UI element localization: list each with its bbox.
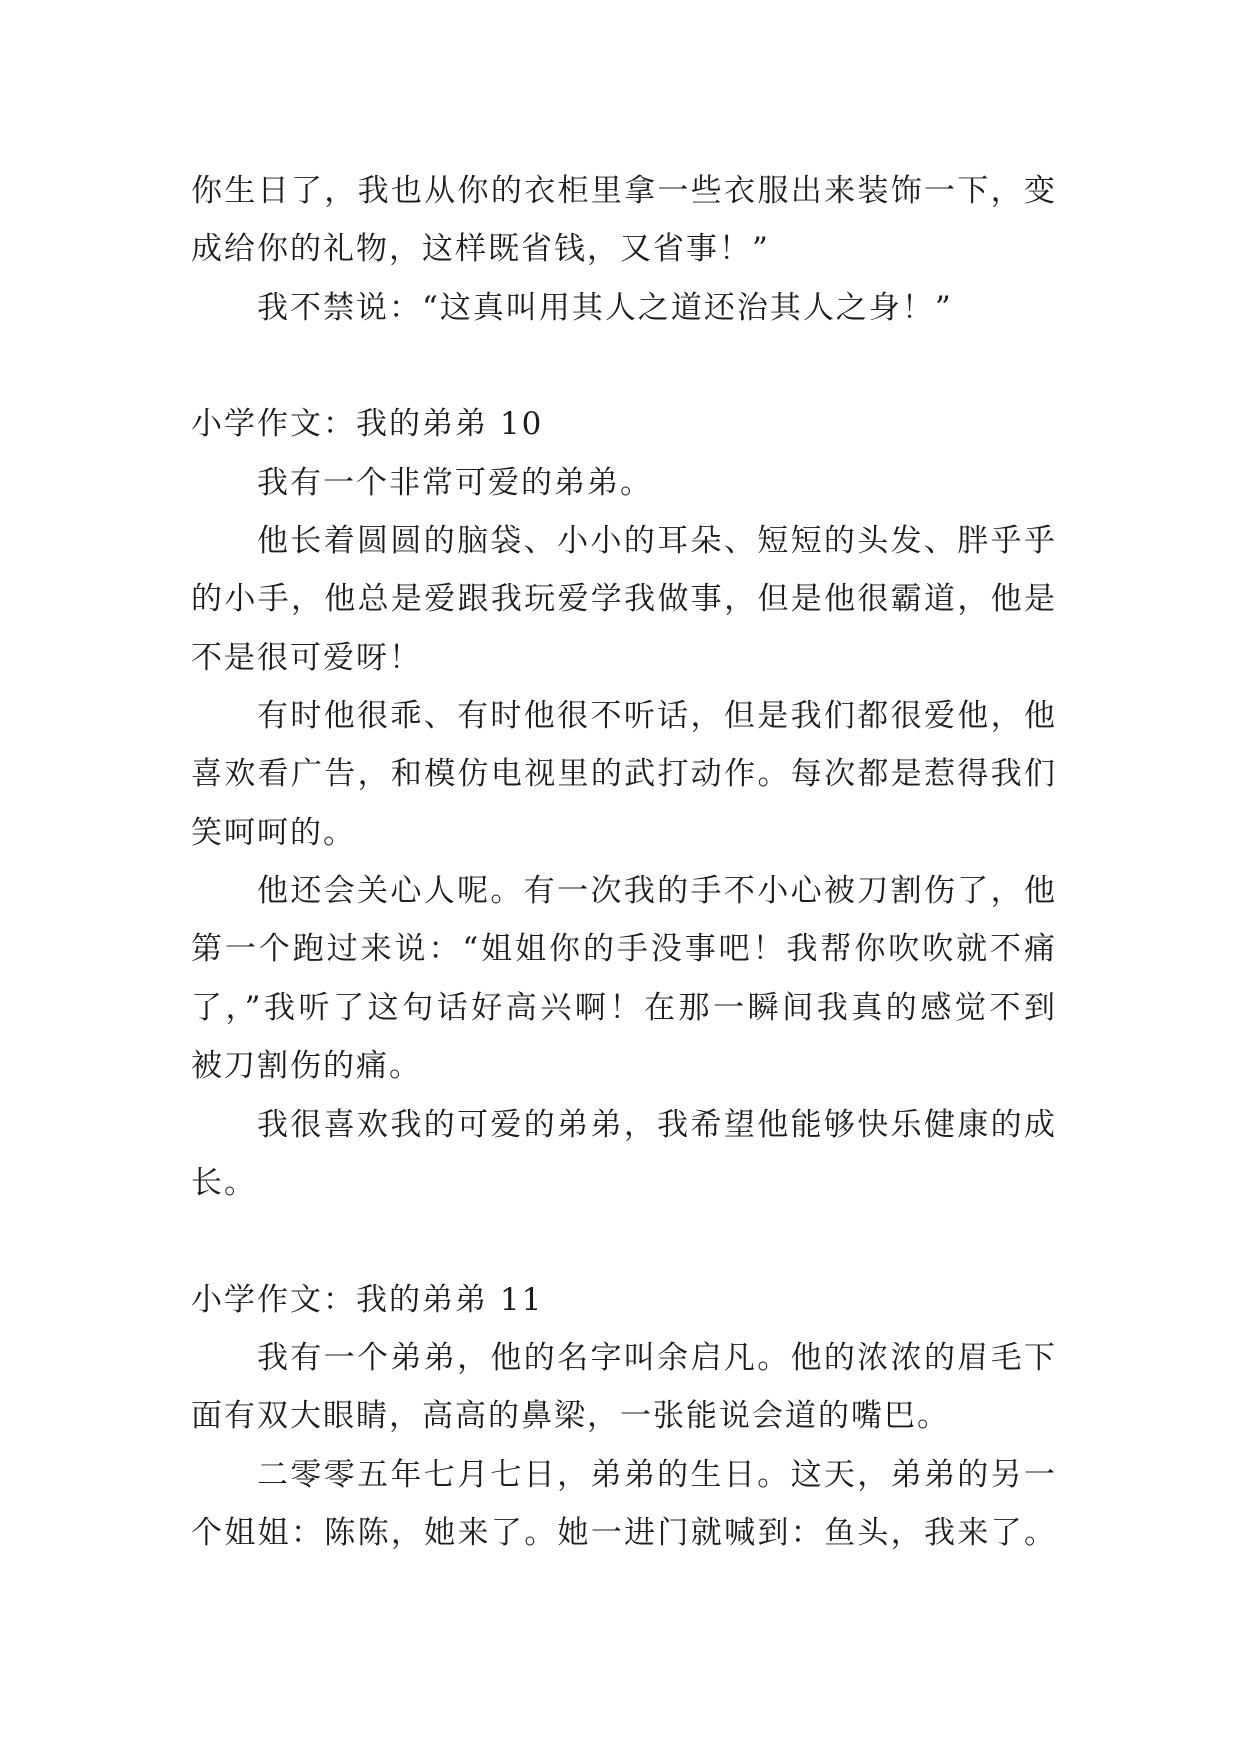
text-line: 我很喜欢我的可爱的弟弟，我希望他能够快乐健康的成 [257,1106,1057,1143]
paragraph [191,1096,1057,1213]
paragraph [191,687,1057,862]
text-line: 我有一个弟弟，他的名字叫余启凡。他的浓浓的眉毛下 [257,1339,1057,1376]
text-line: 的小手，他总是爱跟我玩爱学我做事，但是他很霸道，他是 [191,581,1057,618]
paragraph-gap [191,1212,1057,1270]
text-line: 他长着圆圆的脑袋、小小的耳朵、短短的头发、胖乎乎 [257,523,1057,560]
text-line: 有时他很乖、有时他很不听话，但是我们都很爱他，他 [257,698,1057,735]
paragraph [191,454,1057,512]
section-heading: 小学作文：我的弟弟 10 [191,406,544,443]
text-line: 喜欢看广告，和模仿电视里的武打动作。每次都是惹得我们 [191,756,1057,793]
paragraph [191,512,1057,687]
paragraph [191,162,1057,279]
text-line: 我有一个非常可爱的弟弟。 [257,464,653,501]
text-line: 被刀割伤的痛。 [191,1048,422,1085]
text-line: 个姐姐：陈陈，她来了。她一进门就喊到：鱼头，我来了。 [191,1514,1057,1551]
text-line: 笑呵呵的。 [191,814,356,851]
text-line: 你生日了，我也从你的衣柜里拿一些衣服出来装饰一下，变 [191,173,1057,209]
paragraph-gap [191,337,1057,395]
text-line: 二零零五年七月七日，弟弟的生日。这天，弟弟的另一 [257,1456,1057,1493]
essay-section [191,395,1057,1212]
text-line: 不是很可爱呀！ [191,639,422,676]
paragraph [191,1446,1057,1563]
text-line: 长。 [191,1164,257,1201]
text-line: 了，”我听了这句话好高兴啊！在那一瞬间我真的感觉不到 [191,989,1057,1026]
text-line: 他还会关心人呢。有一次我的手不小心被刀割伤了，他 [257,873,1057,910]
text-line: 面有双大眼睛，高高的鼻梁，一张能说会道的嘴巴。 [191,1398,950,1435]
paragraph [191,862,1057,1095]
text-line: 第一个跑过来说：“姐姐你的手没事吧！我帮你吹吹就不痛 [191,931,1057,968]
text-line: 成给你的礼物，这样既省钱，又省事！” [191,231,770,268]
essay-section [191,1271,1057,1563]
page-body [191,162,1057,1562]
section-heading: 小学作文：我的弟弟 11 [191,1281,544,1318]
paragraph [191,1329,1057,1446]
text-line: 我不禁说：“这真叫用其人之道还治其人之身！” [257,289,953,326]
paragraph [191,279,1057,337]
